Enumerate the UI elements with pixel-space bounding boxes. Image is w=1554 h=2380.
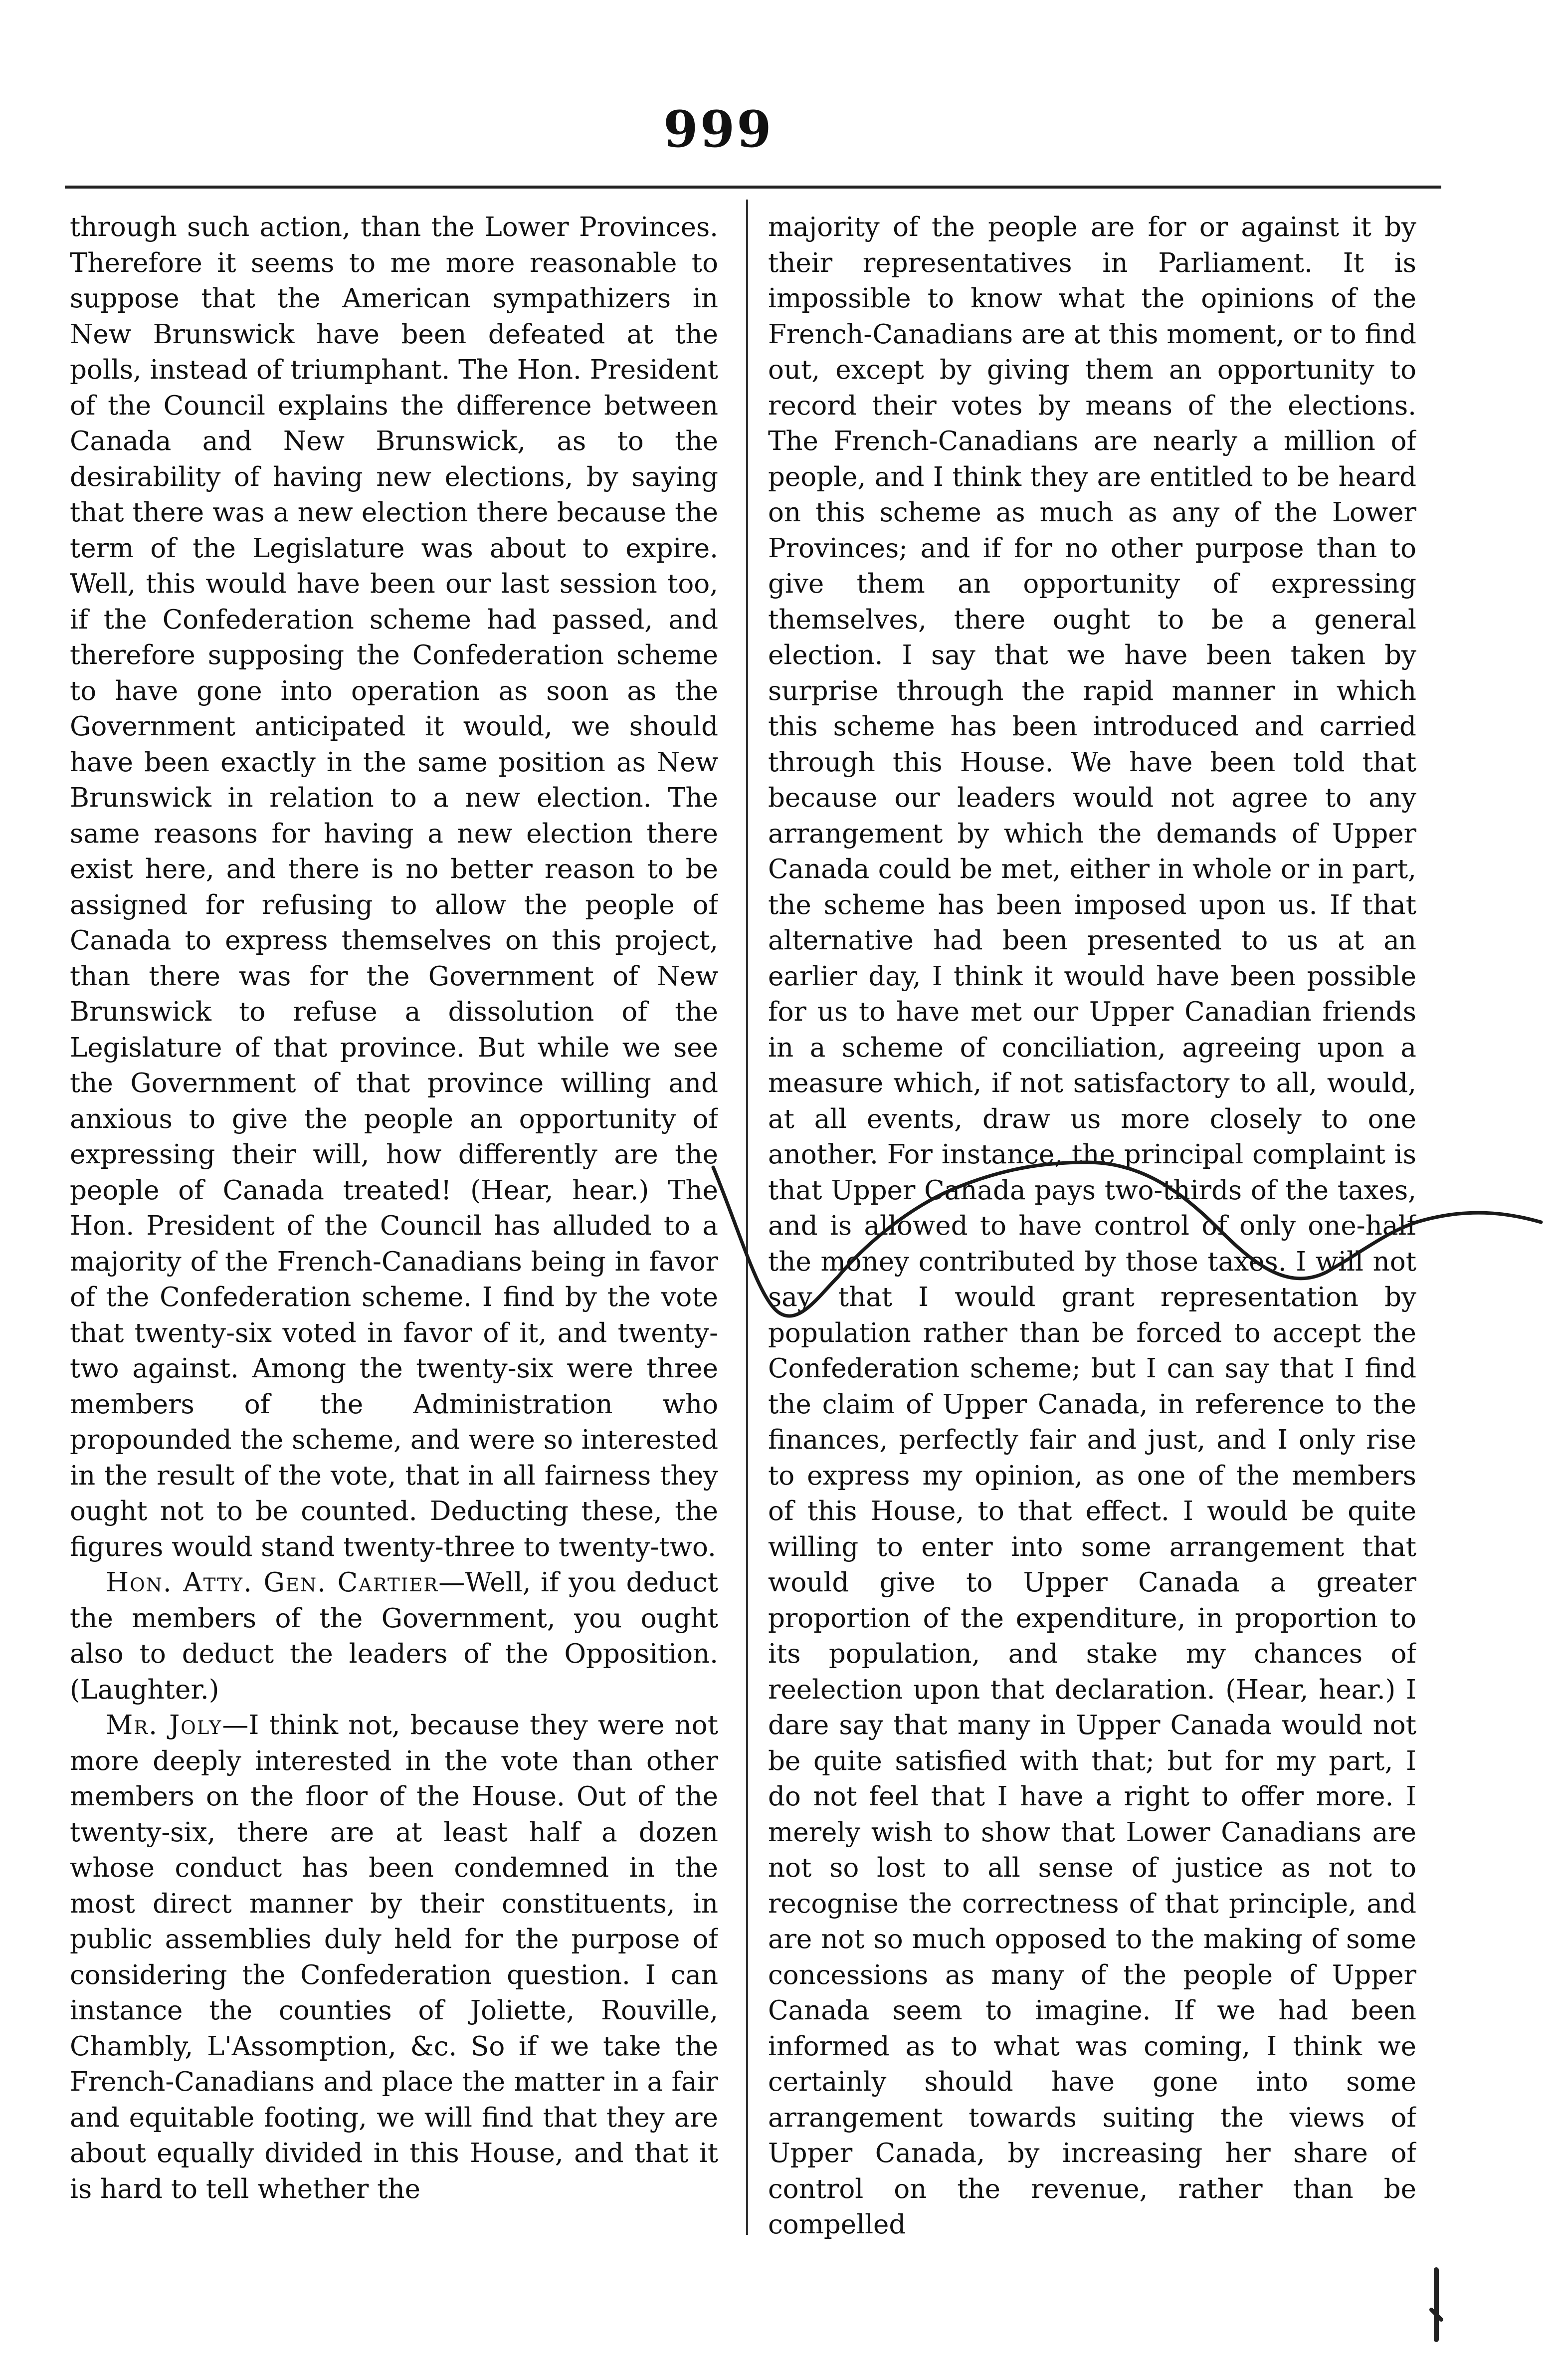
handwritten-line-mark <box>698 1147 1546 1327</box>
paragraph-text: through such action, than the Lower Provinces. Therefore it seems to me more reasonable to suppose that the American sympathizers in New Brunswick have been defeated at the polls, instead of triumphant. The Hon. President of the Council explains the difference between Canada and New Brunswick, as to the desirability of having new elections, by saying that there was a new election there because the term of the Legislature was about to expire. Well, this would have been our last session too, if the Confederation scheme had passed, and therefore supposing the Confederation scheme to have gone into operation as soon as the Government anticipated it would, we should have been exactly in the same position as New Brunswick in relation to a new election. The same reasons for having a new election there exist here, and there is no better reason to be assigned for refusing to allow the people of Canada to express themselves on this project, than there was for the Government of New Brunswick to refuse a dissolution of the Legislature of that province. But while we see the Government of that province willing and anxious to give the people an opportunity of expressing their will, how differently are the people of Canada treated! (Hear, hear.) The Hon. President of the Council has alluded to a majority of the French-Canadians being in favor of the Confederation scheme. I find by the vote that twenty-six voted in favor of it, and twenty-two against. Among the twenty-six were three members of the Administration who propounded the scheme, and were so interested in the result of the vote, that in all fairness they ought not to be counted. Deducting these, the figures would stand twenty-three to twenty-two. <box>70 212 718 1562</box>
left-paragraph-3 <box>70 1708 718 2207</box>
speaker-name: Hon. Atty. Gen. Cartier <box>106 1567 439 1598</box>
margin-tick-mark <box>1426 2265 1446 2345</box>
left-column <box>70 210 718 2245</box>
page-number: 999 <box>663 100 774 159</box>
paragraph-text: —I think not, because they were not more deeply interested in the vote than other members on the floor of the House. Out of the twenty-six, there are at least half a dozen whose conduct has been condemned in the most direct manner by their constituents, in public assemblies duly held for the purpose of considering the Confederation question. I can instance the counties of Joliette, Rouville, Chambly, L'Assomption, &c. So if we take the French-Canadians and place the matter in a fair and equitable footing, we will find that they are about equally divided in this House, and that it is hard to tell whether the <box>70 1710 718 2204</box>
paragraph-text: —Well, if you deduct the members of the Government, you ought also to deduct the leaders of the Opposition. (Laughter.) <box>70 1567 718 1705</box>
paragraph-text: majority of the people are for or against it by their representatives in Parliament. It is impossible to know what the opinions of the French-Canadians are at this moment, or to find out, except by giving them an opportunity to record their votes by means of the elections. The French-Canadians are nearly a million of people, and I think they are entitled to be heard on this scheme as much as any of the Lower Provinces; and if for no other purpose than to give them an opportunity of expressing themselves, there ought to be a general election. I say that we have been taken by surprise through the rapid manner in which this scheme has been introduced and carried through this House. We have been told that because our leaders would not agree to any arrangement by which the demands of Upper Canada could be met, either in whole or in part, the scheme has been imposed upon us. If that alternative had been presented to us at an earlier day, I think it would have been possible for us to have met our Upper Canadian friends in a scheme of conciliation, agreeing upon a measure which, if not satisfactory to all, would, at all events, draw us more closely to one another. For instance, the principal complaint is that Upper Canada pays two-thirds of the taxes, and is allowed to have control of only one-half the money contributed by those taxes. I will not say that I would grant representation by population rather than be forced to accept the Confederation scheme; but I can say that I find the claim of Upper Canada, in reference to the finances, perfectly fair and just, and I only rise to express my opinion, as one of the members of this House, to that effect. I would be quite willing to enter into some arrangement that would give to Upper Canada a greater proportion of the expenditure, in proportion to its population, and stake my chances of reelection upon that declaration. (Hear, hear.) I dare say that many in Upper Canada would not be quite satisfied with that; but for my part, I do not feel that I have a right to offer more. I merely wish to show that Lower Canadians are not so lost to all sense of justice as not to recognise the correctness of that principle, and are not so much opposed to the making of some concessions as many of the people of Upper Canada seem to imagine. If we had been informed as to what was coming, I think we certainly should have gone into some arrangement towards suiting the views of Upper Canada, by increasing her share of control on the revenue, rather than be compelled <box>768 212 1416 2240</box>
speaker-name: Mr. Joly <box>106 1710 222 1740</box>
left-paragraph-2 <box>70 1565 718 1708</box>
left-paragraph-1 <box>70 210 718 1565</box>
header-rule <box>65 186 1441 189</box>
